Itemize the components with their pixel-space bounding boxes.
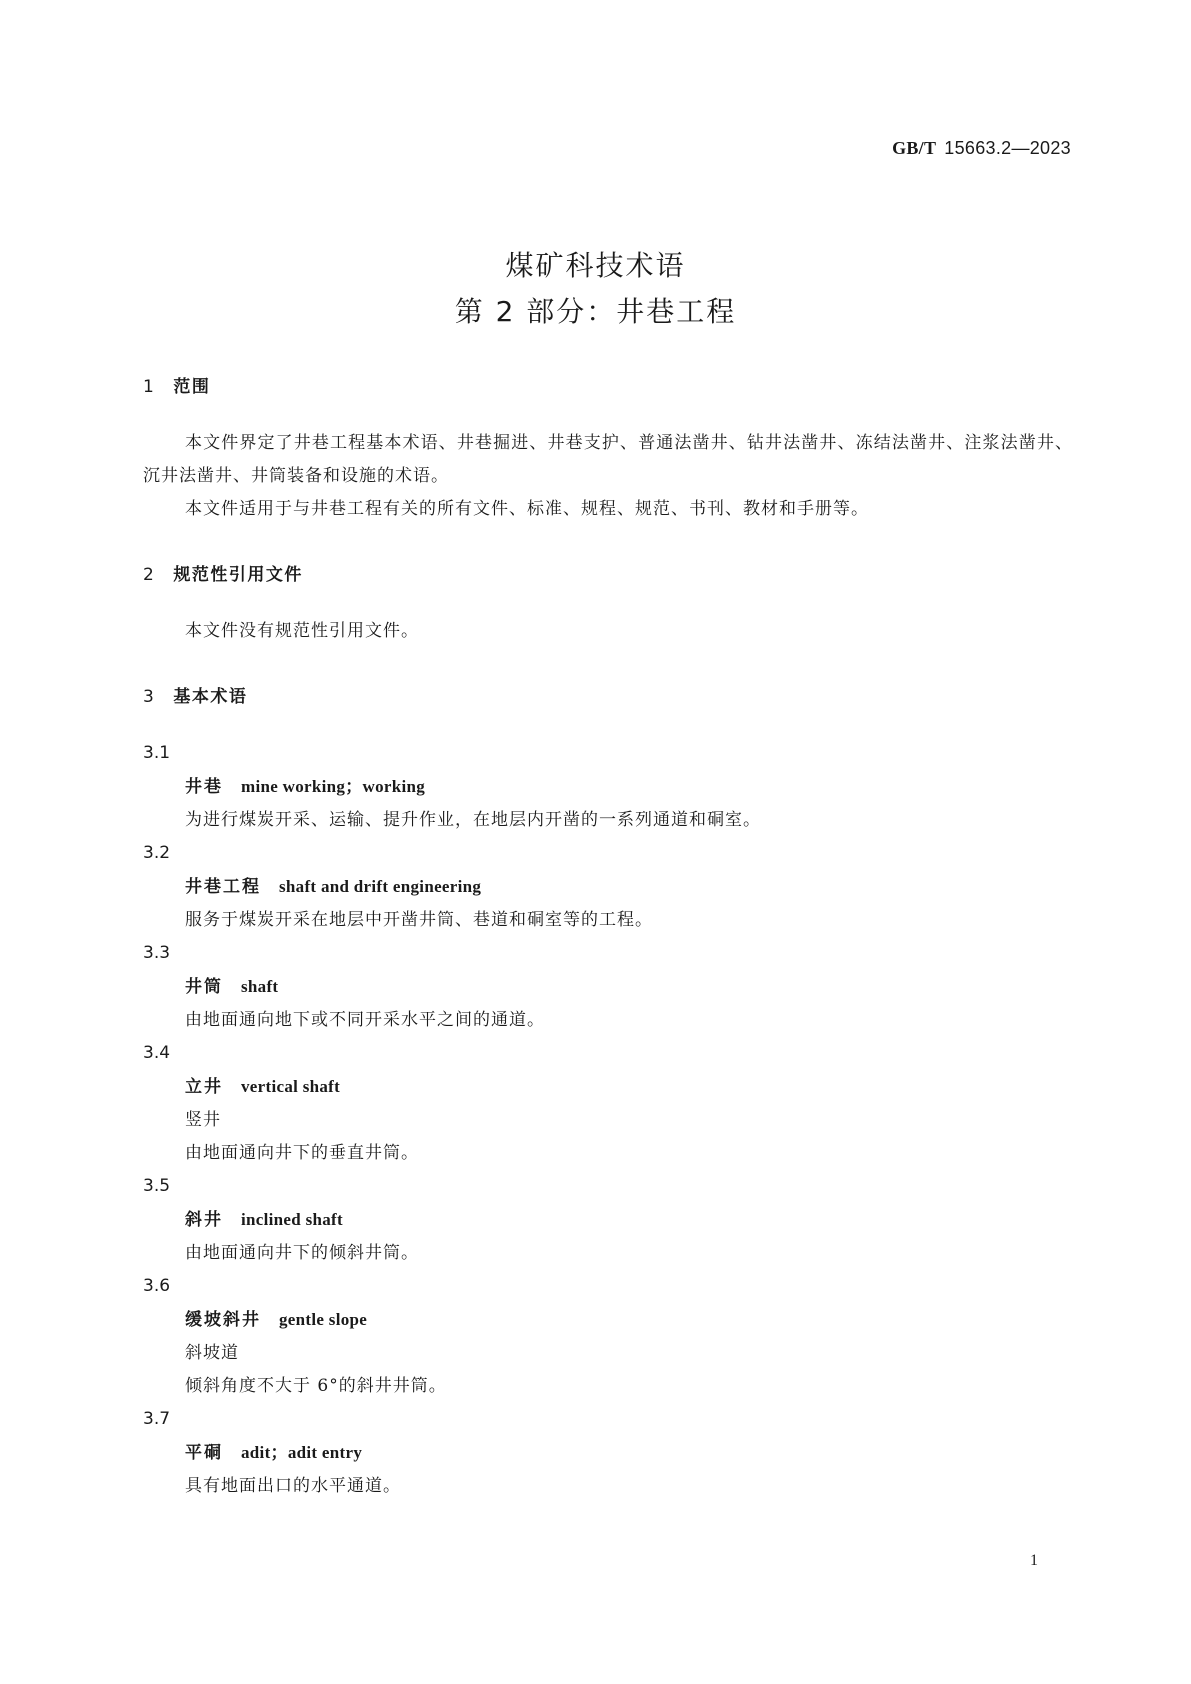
term-entry [143, 1403, 1073, 1503]
term-english: inclined shaft [241, 1210, 343, 1229]
term-number: 3.7 [143, 1409, 171, 1429]
term-english: mine working；working [241, 777, 426, 796]
term-number: 3.4 [143, 1043, 171, 1063]
scope-paragraph-1: 本文件界定了井巷工程基本术语、井巷掘进、井巷支护、普通法凿井、钻井法凿井、冻结法凿井、注浆法凿井、沉井法凿井、井筒装备和设施的术语。 [143, 433, 1073, 486]
section-heading-basic-terms: 3 基本术语 [143, 687, 248, 707]
term-number: 3.5 [143, 1176, 171, 1196]
term-number: 3.2 [143, 843, 171, 863]
term-chinese: 斜井 [185, 1210, 223, 1230]
term-entry [143, 737, 1073, 837]
term-chinese: 井筒 [185, 977, 223, 997]
term-chinese: 缓坡斜井 [185, 1310, 261, 1330]
section-heading-scope: 1 范围 [143, 377, 211, 397]
term-title-line [143, 970, 1073, 1004]
term-entry [143, 937, 1073, 1037]
term-number: 3.6 [143, 1276, 171, 1296]
term-definition: 具有地面出口的水平通道。 [185, 1476, 401, 1496]
normative-references-paragraph: 本文件没有规范性引用文件。 [185, 621, 419, 641]
term-entry [143, 1037, 1073, 1170]
terms-list [143, 737, 1073, 1503]
term-title-line [143, 1436, 1073, 1470]
document-title: 煤矿科技术语 [505, 249, 686, 282]
section-heading-normative-references: 2 规范性引用文件 [143, 565, 303, 585]
term-definition: 倾斜角度不大于 6°的斜井井筒。 [185, 1376, 447, 1396]
term-title-line [143, 1070, 1073, 1104]
term-chinese: 井巷 [185, 777, 223, 797]
standard-number [892, 138, 1071, 159]
term-entry [143, 1170, 1073, 1270]
term-title-line [143, 770, 1073, 804]
standard-prefix: GB/T [892, 138, 937, 158]
scope-paragraph-2: 本文件适用于与井巷工程有关的所有文件、标准、规程、规范、书刊、教材和手册等。 [185, 499, 869, 519]
term-definition: 为进行煤炭开采、运输、提升作业，在地层内开凿的一系列通道和硐室。 [185, 810, 761, 830]
term-number: 3.1 [143, 743, 171, 763]
term-title-line [143, 1303, 1073, 1337]
term-chinese: 井巷工程 [185, 877, 261, 897]
term-definition: 由地面通向井下的垂直井筒。 [185, 1143, 419, 1163]
term-synonym: 斜坡道 [185, 1343, 239, 1363]
term-number: 3.3 [143, 943, 171, 963]
term-chinese: 立井 [185, 1077, 223, 1097]
term-entry [143, 837, 1073, 937]
term-definition: 服务于煤炭开采在地层中开凿井筒、巷道和硐室等的工程。 [185, 910, 653, 930]
term-title-line [143, 1203, 1073, 1237]
term-synonym: 竖井 [185, 1110, 221, 1130]
document-subtitle: 第 2 部分：井巷工程 [454, 295, 737, 328]
term-english: vertical shaft [241, 1077, 341, 1096]
term-definition: 由地面通向井下的倾斜井筒。 [185, 1243, 419, 1263]
term-english: adit；adit entry [241, 1443, 363, 1462]
standard-code: 15663.2—2023 [944, 138, 1071, 158]
term-english: shaft [241, 977, 279, 996]
document-body [143, 377, 1073, 1503]
term-chinese: 平硐 [185, 1443, 223, 1463]
term-definition: 由地面通向地下或不同开采水平之间的通道。 [185, 1010, 545, 1030]
term-english: shaft and drift engineering [279, 877, 482, 896]
term-entry [143, 1270, 1073, 1403]
term-title-line [143, 870, 1073, 904]
term-english: gentle slope [279, 1310, 368, 1329]
page-number: 1 [1030, 1552, 1038, 1569]
